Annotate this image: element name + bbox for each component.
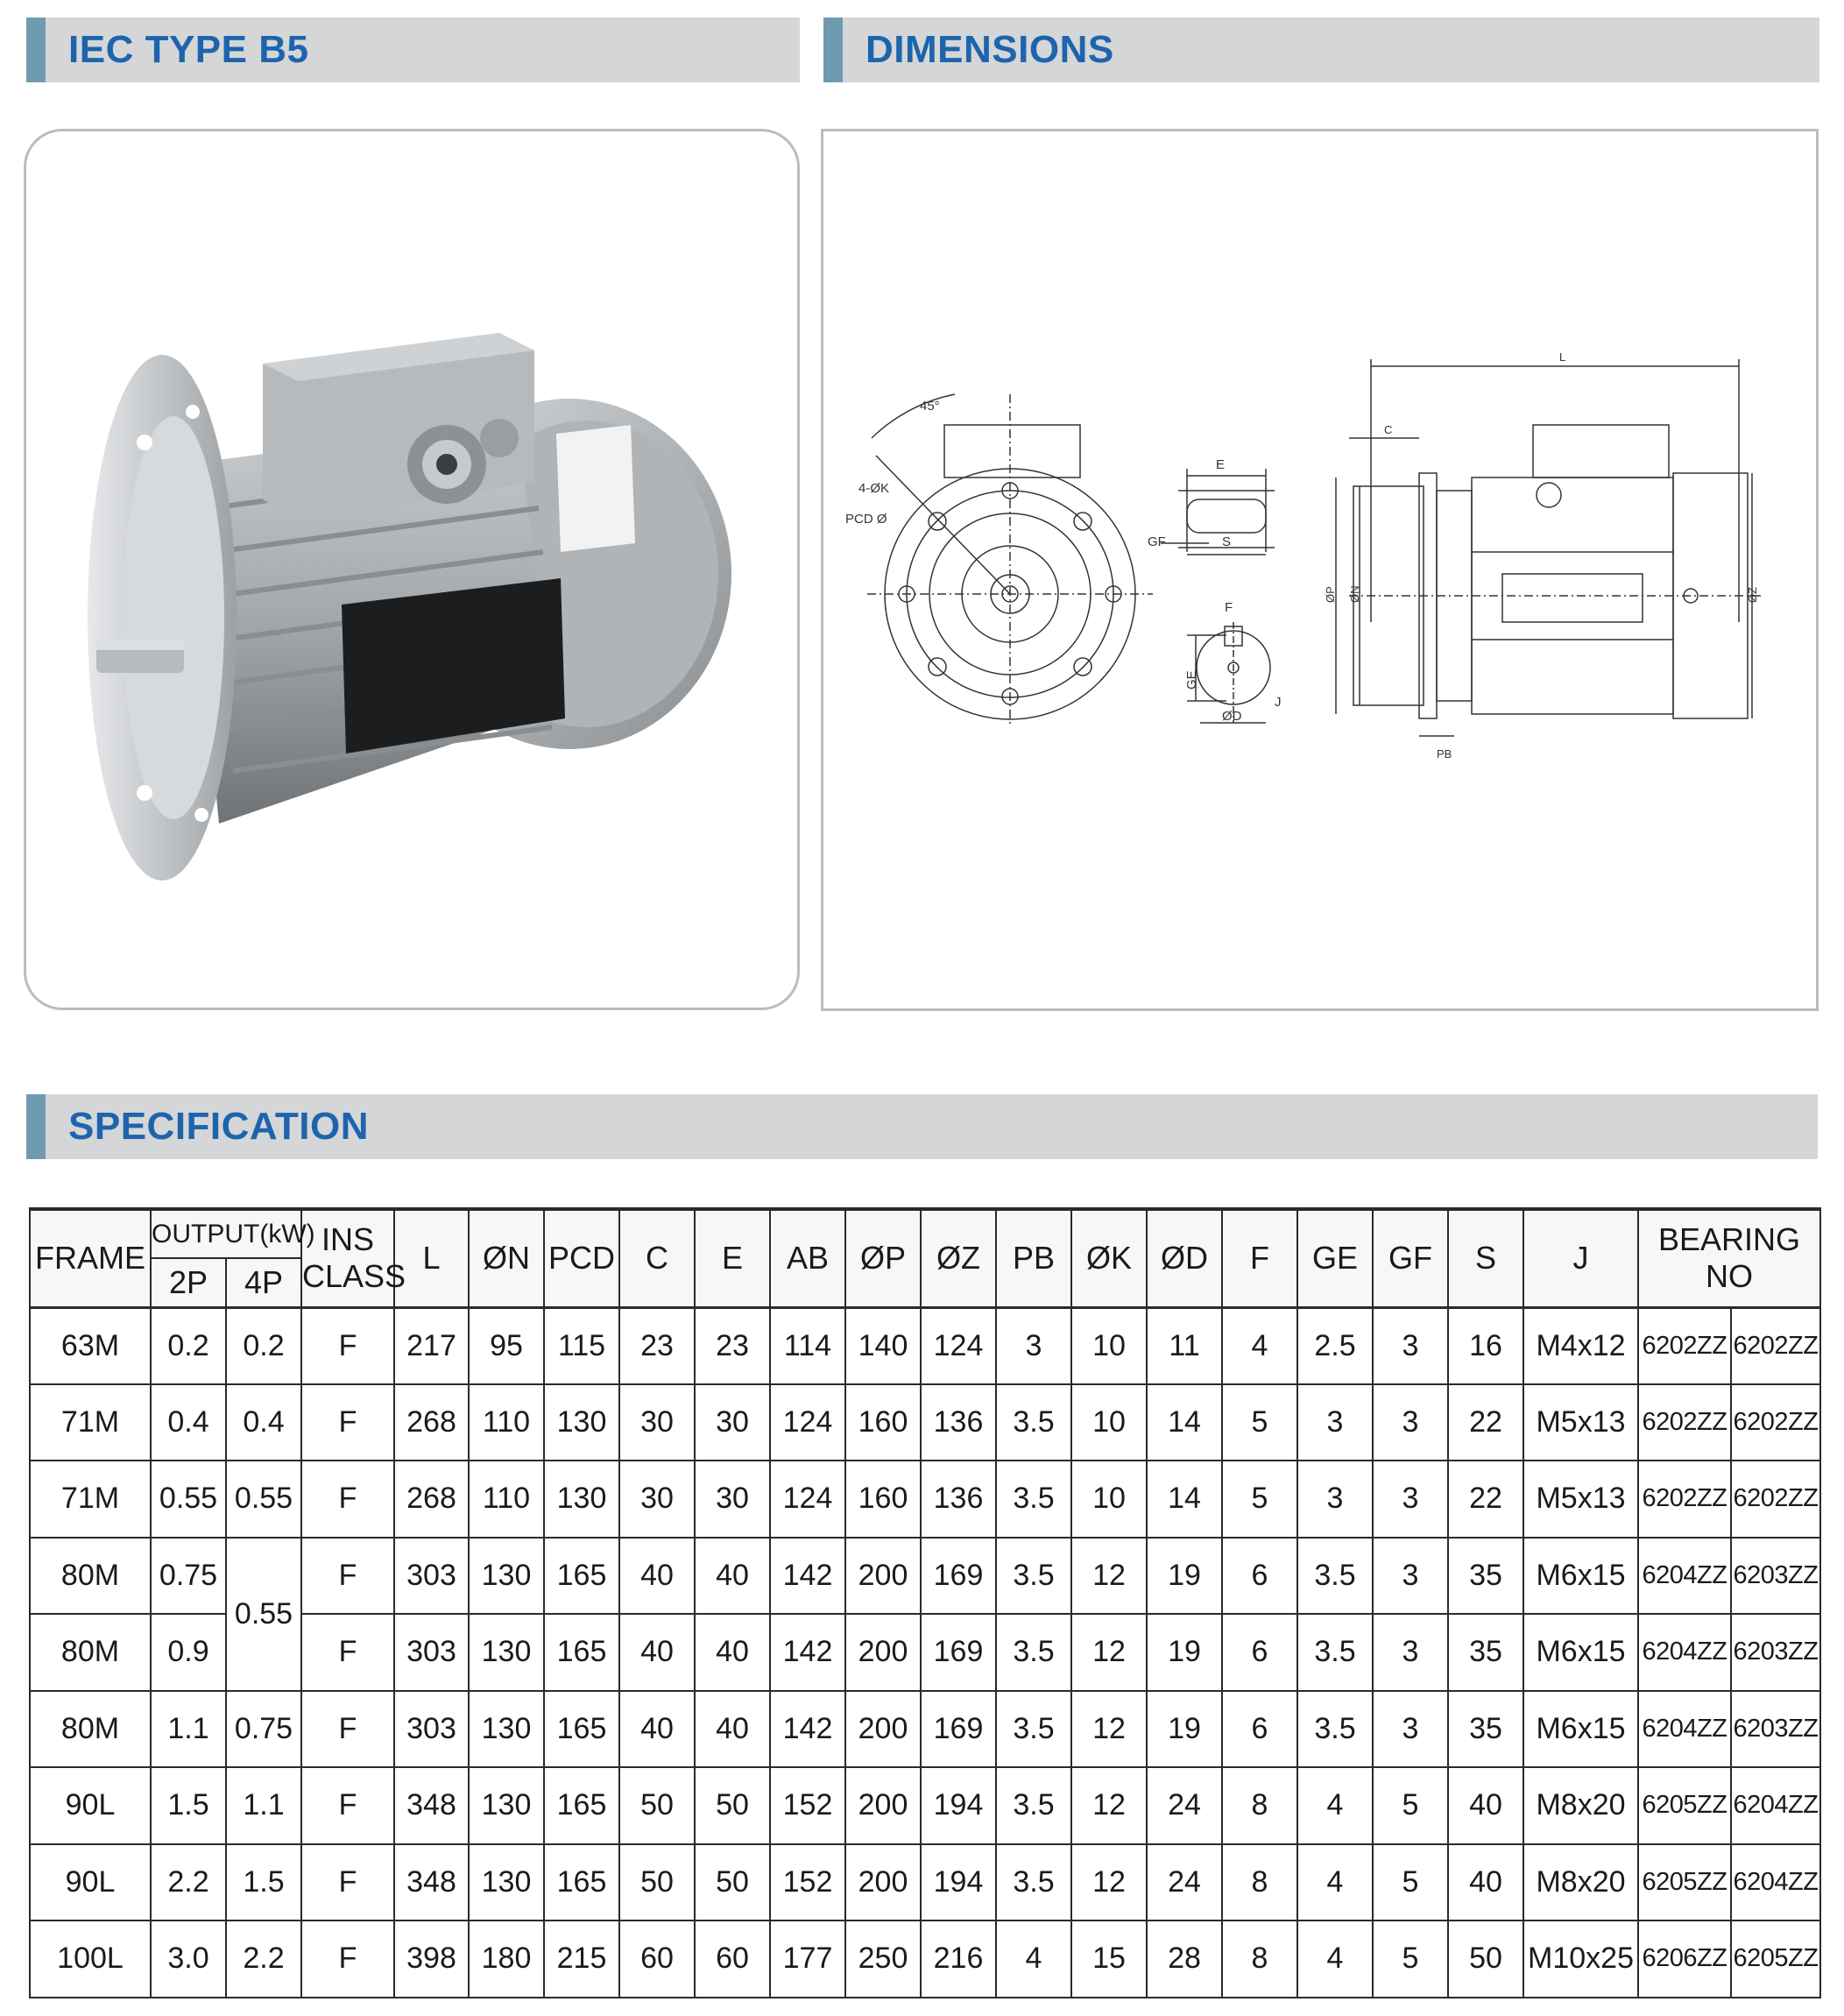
- cell-ins: F: [301, 1844, 394, 1921]
- cell-pb: 3.5: [996, 1614, 1071, 1691]
- cell-frame: 71M: [30, 1384, 151, 1461]
- cell-pcd: 165: [544, 1767, 619, 1844]
- cell-j: M10x25: [1523, 1921, 1638, 1998]
- section-title: DIMENSIONS: [865, 28, 1114, 71]
- cell-ab: 142: [770, 1614, 845, 1691]
- cell-ge: 3.5: [1297, 1538, 1373, 1615]
- table-row: [30, 1691, 1820, 1768]
- cell-pcd: 215: [544, 1921, 619, 1998]
- table-row: [30, 1461, 1820, 1538]
- cell-e: 40: [695, 1691, 770, 1768]
- cell-p4: 1.5: [226, 1844, 301, 1921]
- cell-z: 194: [921, 1844, 996, 1921]
- cell-p: 160: [845, 1384, 921, 1461]
- cell-k: 15: [1071, 1921, 1147, 1998]
- cell-k: 12: [1071, 1691, 1147, 1768]
- cell-gf: 3: [1373, 1461, 1448, 1538]
- header-bearing-line2: NO: [1706, 1258, 1753, 1295]
- cell-d: 14: [1147, 1384, 1222, 1461]
- cell-k: 10: [1071, 1384, 1147, 1461]
- cell-pcd: 115: [544, 1307, 619, 1384]
- cell-j: M8x20: [1523, 1767, 1638, 1844]
- cell-f: 8: [1222, 1767, 1297, 1844]
- cell-c: 50: [619, 1844, 695, 1921]
- cell-ins: F: [301, 1767, 394, 1844]
- cell-k: 10: [1071, 1307, 1147, 1384]
- cell-ge: 3: [1297, 1461, 1373, 1538]
- cell-z: 169: [921, 1614, 996, 1691]
- header-accent: [823, 18, 843, 82]
- cell-ge: 3.5: [1297, 1614, 1373, 1691]
- cell-e: 40: [695, 1538, 770, 1615]
- cell-e: 50: [695, 1767, 770, 1844]
- cell-pcd: 165: [544, 1614, 619, 1691]
- header-s: S: [1448, 1209, 1523, 1307]
- cell-frame: 80M: [30, 1691, 151, 1768]
- cell-e: 30: [695, 1384, 770, 1461]
- j-label: J: [1275, 695, 1282, 710]
- table-row: [30, 1921, 1820, 1998]
- cell-ins: F: [301, 1538, 394, 1615]
- cell-k: 12: [1071, 1844, 1147, 1921]
- cell-b1: 6202ZZ: [1638, 1461, 1731, 1538]
- cell-n: 130: [469, 1614, 544, 1691]
- motor-image: [26, 131, 797, 1008]
- cell-b1: 6204ZZ: [1638, 1614, 1731, 1691]
- cell-p2: 0.75: [151, 1538, 226, 1615]
- gf-label: GF: [1148, 534, 1166, 549]
- cell-k: 12: [1071, 1767, 1147, 1844]
- cell-z: 194: [921, 1767, 996, 1844]
- specification-table: [29, 1207, 1821, 1998]
- cell-p: 160: [845, 1461, 921, 1538]
- n-label: ØN: [1348, 585, 1361, 603]
- section-header-dimensions: [823, 18, 1819, 82]
- cell-d: 11: [1147, 1307, 1222, 1384]
- cell-f: 6: [1222, 1538, 1297, 1615]
- cell-frame: 71M: [30, 1461, 151, 1538]
- dimension-drawing-frame: [821, 129, 1819, 1011]
- cell-pcd: 130: [544, 1461, 619, 1538]
- cell-b2: 6202ZZ: [1731, 1384, 1820, 1461]
- cell-ab: 152: [770, 1844, 845, 1921]
- cell-z: 169: [921, 1691, 996, 1768]
- cell-l: 217: [394, 1307, 469, 1384]
- header-pb: PB: [996, 1209, 1071, 1307]
- cell-pb: 3.5: [996, 1538, 1071, 1615]
- c-label: C: [1384, 423, 1393, 436]
- cell-j: M4x12: [1523, 1307, 1638, 1384]
- cell-f: 5: [1222, 1384, 1297, 1461]
- cell-n: 95: [469, 1307, 544, 1384]
- cell-z: 124: [921, 1307, 996, 1384]
- cell-ab: 142: [770, 1691, 845, 1768]
- cell-ins: F: [301, 1921, 394, 1998]
- cell-s: 40: [1448, 1844, 1523, 1921]
- cell-z: 136: [921, 1384, 996, 1461]
- cell-gf: 3: [1373, 1307, 1448, 1384]
- cell-s: 22: [1448, 1461, 1523, 1538]
- table-row: [30, 1307, 1820, 1384]
- cell-gf: 3: [1373, 1691, 1448, 1768]
- cell-ab: 124: [770, 1461, 845, 1538]
- s-label: S: [1222, 534, 1232, 549]
- cell-z: 169: [921, 1538, 996, 1615]
- cell-p4: 0.55: [226, 1461, 301, 1538]
- cell-ins: F: [301, 1614, 394, 1691]
- cell-b1: 6205ZZ: [1638, 1767, 1731, 1844]
- cell-d: 24: [1147, 1844, 1222, 1921]
- cell-p2: 0.4: [151, 1384, 226, 1461]
- cell-k: 12: [1071, 1538, 1147, 1615]
- cell-gf: 5: [1373, 1844, 1448, 1921]
- cell-ge: 4: [1297, 1844, 1373, 1921]
- cell-pb: 3.5: [996, 1767, 1071, 1844]
- header-k: ØK: [1071, 1209, 1147, 1307]
- cell-p2: 1.1: [151, 1691, 226, 1768]
- cell-pb: 4: [996, 1921, 1071, 1998]
- cell-d: 28: [1147, 1921, 1222, 1998]
- cell-l: 398: [394, 1921, 469, 1998]
- cell-c: 40: [619, 1538, 695, 1615]
- table-row: [30, 1767, 1820, 1844]
- cell-j: M6x15: [1523, 1538, 1638, 1615]
- cell-f: 6: [1222, 1614, 1297, 1691]
- header-l: L: [394, 1209, 469, 1307]
- cell-pcd: 165: [544, 1691, 619, 1768]
- cell-p2: 2.2: [151, 1844, 226, 1921]
- cell-b1: 6202ZZ: [1638, 1384, 1731, 1461]
- header-2p: 2P: [151, 1258, 226, 1307]
- holes-label: 4-ØK: [858, 481, 890, 496]
- cell-j: M6x15: [1523, 1691, 1638, 1768]
- cell-s: 35: [1448, 1538, 1523, 1615]
- header-f: F: [1222, 1209, 1297, 1307]
- cell-b2: 6204ZZ: [1731, 1767, 1820, 1844]
- cell-z: 216: [921, 1921, 996, 1998]
- cell-ins: F: [301, 1461, 394, 1538]
- cell-b1: 6205ZZ: [1638, 1844, 1731, 1921]
- header-output: OUTPUT(kW): [151, 1209, 301, 1258]
- cell-ge: 4: [1297, 1921, 1373, 1998]
- cell-ins: F: [301, 1307, 394, 1384]
- header-frame: FRAME: [30, 1209, 151, 1307]
- cell-gf: 5: [1373, 1921, 1448, 1998]
- header-accent: [26, 18, 46, 82]
- cell-p: 200: [845, 1691, 921, 1768]
- cell-j: M8x20: [1523, 1844, 1638, 1921]
- e-label: E: [1216, 457, 1226, 472]
- cell-p: 250: [845, 1921, 921, 1998]
- header-ins-line2: CLASS: [302, 1258, 406, 1295]
- cell-s: 22: [1448, 1384, 1523, 1461]
- cell-p2: 0.9: [151, 1614, 226, 1691]
- section-title: SPECIFICATION: [68, 1105, 370, 1148]
- cell-b2: 6202ZZ: [1731, 1307, 1820, 1384]
- cell-l: 268: [394, 1461, 469, 1538]
- cell-l: 303: [394, 1691, 469, 1768]
- header-ins-class: [301, 1209, 406, 1307]
- cell-k: 12: [1071, 1614, 1147, 1691]
- cell-pcd: 130: [544, 1384, 619, 1461]
- cell-l: 303: [394, 1614, 469, 1691]
- cell-c: 40: [619, 1691, 695, 1768]
- cell-b2: 6203ZZ: [1731, 1691, 1820, 1768]
- angle-label: 45°: [920, 399, 940, 414]
- header-ab: AB: [770, 1209, 845, 1307]
- cell-b2: 6203ZZ: [1731, 1538, 1820, 1615]
- cell-d: 19: [1147, 1538, 1222, 1615]
- cell-j: M6x15: [1523, 1614, 1638, 1691]
- cell-p: 200: [845, 1614, 921, 1691]
- cell-d: 19: [1147, 1691, 1222, 1768]
- z-label: ØZ: [1746, 586, 1759, 603]
- cell-k: 10: [1071, 1461, 1147, 1538]
- ge-label: GE: [1184, 670, 1199, 690]
- cell-s: 35: [1448, 1614, 1523, 1691]
- cell-n: 130: [469, 1691, 544, 1768]
- cell-e: 30: [695, 1461, 770, 1538]
- cell-gf: 3: [1373, 1384, 1448, 1461]
- dimension-drawing: [823, 131, 1816, 1008]
- cell-ab: 114: [770, 1307, 845, 1384]
- header-bearing-line1: BEARING: [1657, 1221, 1801, 1258]
- cell-d: 14: [1147, 1461, 1222, 1538]
- cell-b2: 6202ZZ: [1731, 1461, 1820, 1538]
- p-label: ØP: [1324, 586, 1337, 603]
- cell-p2: 0.55: [151, 1461, 226, 1538]
- header-accent: [26, 1094, 46, 1159]
- cell-gf: 5: [1373, 1767, 1448, 1844]
- cell-p: 200: [845, 1844, 921, 1921]
- cell-f: 6: [1222, 1691, 1297, 1768]
- header-ge: GE: [1297, 1209, 1373, 1307]
- cell-ge: 2.5: [1297, 1307, 1373, 1384]
- cell-l: 268: [394, 1384, 469, 1461]
- cell-pb: 3: [996, 1307, 1071, 1384]
- d-label: ØD: [1222, 709, 1242, 724]
- cell-p4: 0.2: [226, 1307, 301, 1384]
- cell-pb: 3.5: [996, 1691, 1071, 1768]
- cell-ge: 3.5: [1297, 1691, 1373, 1768]
- cell-n: 130: [469, 1767, 544, 1844]
- cell-l: 348: [394, 1844, 469, 1921]
- cell-p2: 3.0: [151, 1921, 226, 1998]
- cell-pcd: 165: [544, 1538, 619, 1615]
- cell-b2: 6204ZZ: [1731, 1844, 1820, 1921]
- section-title: IEC TYPE B5: [68, 28, 309, 71]
- cell-frame: 80M: [30, 1538, 151, 1615]
- cell-d: 19: [1147, 1614, 1222, 1691]
- cell-ab: 124: [770, 1384, 845, 1461]
- table-row: [30, 1844, 1820, 1921]
- cell-b2: 6205ZZ: [1731, 1921, 1820, 1998]
- cell-s: 50: [1448, 1921, 1523, 1998]
- cell-s: 16: [1448, 1307, 1523, 1384]
- header-gf: GF: [1373, 1209, 1448, 1307]
- cell-j: M5x13: [1523, 1461, 1638, 1538]
- f-label: F: [1225, 600, 1233, 615]
- cell-c: 60: [619, 1921, 695, 1998]
- cell-p4: 0.55: [226, 1538, 301, 1691]
- cell-d: 24: [1147, 1767, 1222, 1844]
- cell-p4: 0.75: [226, 1691, 301, 1768]
- table-row: [30, 1538, 1820, 1615]
- table-row: [30, 1384, 1820, 1461]
- cell-e: 40: [695, 1614, 770, 1691]
- cell-j: M5x13: [1523, 1384, 1638, 1461]
- front-view: [845, 394, 1153, 727]
- cell-c: 23: [619, 1307, 695, 1384]
- cell-c: 40: [619, 1614, 695, 1691]
- cell-f: 5: [1222, 1461, 1297, 1538]
- pcd-label: PCD Ø: [845, 512, 887, 527]
- cell-ab: 152: [770, 1767, 845, 1844]
- cell-n: 130: [469, 1844, 544, 1921]
- cell-n: 130: [469, 1538, 544, 1615]
- cell-s: 40: [1448, 1767, 1523, 1844]
- cell-p2: 0.2: [151, 1307, 226, 1384]
- side-view: [1324, 350, 1761, 760]
- cell-frame: 100L: [30, 1921, 151, 1998]
- cell-pb: 3.5: [996, 1461, 1071, 1538]
- cell-p4: 1.1: [226, 1767, 301, 1844]
- l-label: L: [1559, 350, 1566, 364]
- header-c: C: [619, 1209, 695, 1307]
- header-n: ØN: [469, 1209, 544, 1307]
- pb-label: PB: [1437, 747, 1452, 760]
- cell-gf: 3: [1373, 1614, 1448, 1691]
- cell-b1: 6204ZZ: [1638, 1538, 1731, 1615]
- cell-b1: 6206ZZ: [1638, 1921, 1731, 1998]
- cell-b2: 6203ZZ: [1731, 1614, 1820, 1691]
- header-bearing: [1638, 1209, 1820, 1307]
- section-header-iec-type: [26, 18, 800, 82]
- cell-l: 348: [394, 1767, 469, 1844]
- cell-p: 200: [845, 1767, 921, 1844]
- cell-e: 23: [695, 1307, 770, 1384]
- cell-ab: 142: [770, 1538, 845, 1615]
- cell-f: 4: [1222, 1307, 1297, 1384]
- cell-ab: 177: [770, 1921, 845, 1998]
- shaft-key-detail: [1148, 457, 1282, 724]
- cell-gf: 3: [1373, 1538, 1448, 1615]
- cell-f: 8: [1222, 1921, 1297, 1998]
- cell-c: 50: [619, 1767, 695, 1844]
- header-j: J: [1523, 1209, 1638, 1307]
- cell-pb: 3.5: [996, 1844, 1071, 1921]
- cell-pb: 3.5: [996, 1384, 1071, 1461]
- cell-frame: 80M: [30, 1614, 151, 1691]
- cell-n: 110: [469, 1461, 544, 1538]
- cell-f: 8: [1222, 1844, 1297, 1921]
- cell-p4: 2.2: [226, 1921, 301, 1998]
- header-4p: 4P: [226, 1258, 301, 1307]
- cell-e: 60: [695, 1921, 770, 1998]
- cell-pcd: 165: [544, 1844, 619, 1921]
- cell-n: 180: [469, 1921, 544, 1998]
- cell-e: 50: [695, 1844, 770, 1921]
- header-ins-line1: INS: [321, 1221, 374, 1258]
- cell-p4: 0.4: [226, 1384, 301, 1461]
- cell-p: 200: [845, 1538, 921, 1615]
- header-pcd: PCD: [544, 1209, 619, 1307]
- header-e: E: [695, 1209, 770, 1307]
- specification-table-body: [30, 1307, 1820, 1998]
- header-d: ØD: [1147, 1209, 1222, 1307]
- cell-frame: 90L: [30, 1767, 151, 1844]
- cell-c: 30: [619, 1461, 695, 1538]
- cell-frame: 63M: [30, 1307, 151, 1384]
- cell-ins: F: [301, 1384, 394, 1461]
- cell-frame: 90L: [30, 1844, 151, 1921]
- cell-l: 303: [394, 1538, 469, 1615]
- cell-s: 35: [1448, 1691, 1523, 1768]
- header-z: ØZ: [921, 1209, 996, 1307]
- cell-ge: 4: [1297, 1767, 1373, 1844]
- cell-b1: 6204ZZ: [1638, 1691, 1731, 1768]
- cell-n: 110: [469, 1384, 544, 1461]
- product-photo-frame: [24, 129, 800, 1010]
- cell-b1: 6202ZZ: [1638, 1307, 1731, 1384]
- header-p: ØP: [845, 1209, 921, 1307]
- section-header-specification: [26, 1094, 1818, 1159]
- cell-p: 140: [845, 1307, 921, 1384]
- cell-ins: F: [301, 1691, 394, 1768]
- cell-c: 30: [619, 1384, 695, 1461]
- cell-z: 136: [921, 1461, 996, 1538]
- cell-ge: 3: [1297, 1384, 1373, 1461]
- cell-p2: 1.5: [151, 1767, 226, 1844]
